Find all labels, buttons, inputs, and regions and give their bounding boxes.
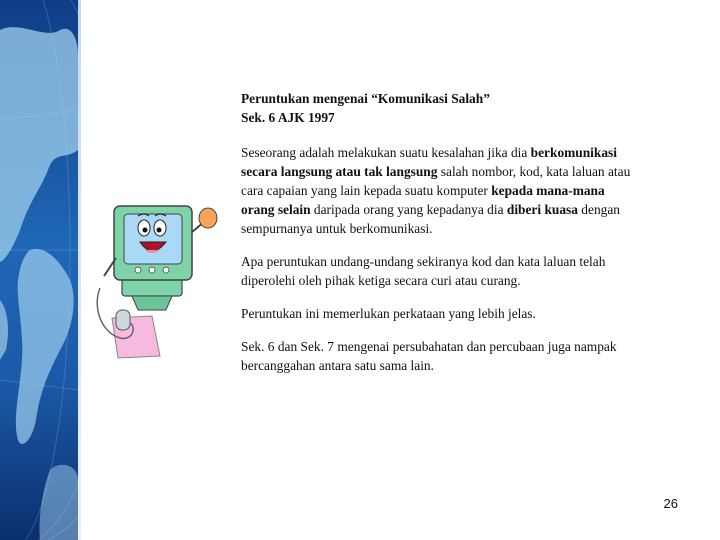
paragraph-2: Apa peruntukan undang-undang sekiranya kod dan kata laluan telah diperolehi oleh pihak ketiga secara curi atau curang.	[241, 254, 606, 288]
slide-content	[241, 89, 641, 375]
computer-mascot-clipart	[92, 198, 222, 363]
paragraph-1-bold-2: kepada mana-mana orang selain	[241, 183, 605, 217]
globe-background	[0, 0, 78, 540]
paragraph-4: Sek. 6 dan Sek. 7 mengenai persubahatan dan percubaan juga nampak bercanggahan antara satu sama lain.	[241, 339, 617, 373]
globe-icon	[0, 0, 78, 540]
paragraph-1-text-2: salah nombor, kod, kata laluan atau cara capaian yang lain kepada suatu komputer	[241, 164, 631, 198]
band-edge-divider	[78, 0, 81, 540]
paragraph-1	[241, 143, 641, 238]
paragraph-1-text-4: dengan sempurnanya untuk berkomunikasi.	[241, 202, 620, 236]
paragraph-1-bold-1: berkomunikasi secara langsung atau tak langsung	[241, 145, 617, 179]
paragraph-3: Peruntukan ini memerlukan perkataan yang lebih jelas.	[241, 306, 536, 321]
heading-title: Peruntukan mengenai “Komunikasi Salah”	[241, 91, 490, 106]
computer-mascot-icon	[92, 198, 222, 363]
paragraph-1-text-3: daripada orang yang kepadanya dia	[310, 202, 507, 217]
paragraph-1-text-1: Seseorang adalah melakukan suatu kesalahan jika dia	[241, 145, 531, 160]
page-number: 26	[663, 496, 678, 511]
slide-heading	[241, 89, 641, 127]
paragraph-1-bold-3: diberi kuasa	[506, 202, 578, 217]
heading-section: Sek. 6 AJK 1997	[241, 110, 335, 125]
